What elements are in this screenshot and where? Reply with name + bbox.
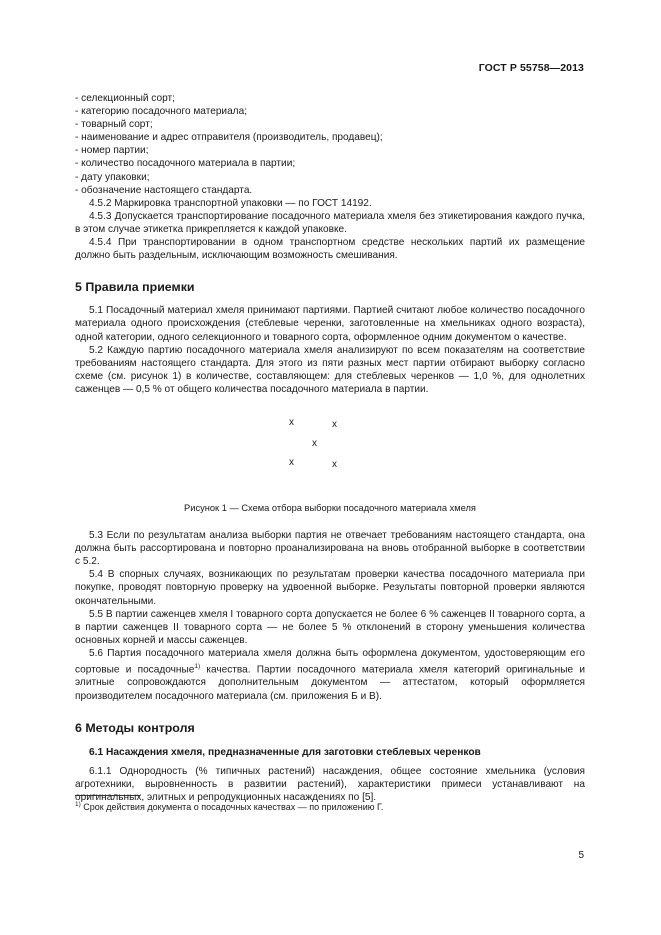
list-item: - товарный сорт; (75, 119, 153, 131)
clause-5-5: 5.5 В партии саженцев хмеля I товарного сорта допускается не более 6 % саженцев II товарного сорта, а в партии саженцев II товарного сорта — не более 5 % отклонений в сторону уменьшения количества основных корней и массы саженцев. (75, 608, 585, 646)
clause-5-3: 5.3 Если по результатам анализа выборки партия не отвечает требованиям настоящего стандарта, она должна быть рассортирована и повторно проанализирована на вновь отобранной выборке в соответствии с 5.2. (75, 530, 585, 568)
clause-5-6 (75, 647, 585, 703)
section-5-title: 5 Правила приемки (75, 280, 195, 295)
clause-5-4: 5.4 В спорных случаях, возникающих по результатам проверки качества посадочного материала при покупке, проводят повторную проверку на удвоенной выборке. Результаты повторной проверки являются окончательными. (75, 569, 585, 607)
list-item: - категорию посадочного материала; (75, 106, 247, 118)
sample-point-mark: x (289, 456, 294, 468)
clause-5-1: 5.1 Посадочный материал хмеля принимают партиями. Партией считают любое количество посадочного материала одного происхождения (стеблевые черенки, заготовленные на хмельниках одного возраста), одной категории, одного селекционного и товарного сорта, оформленное одним документом о качестве. (75, 305, 585, 343)
footnote-ref: 1) (194, 663, 201, 670)
list-item: - обозначение настоящего стандарта. (75, 184, 253, 196)
clause-4-5-2: 4.5.2 Маркировка транспортной упаковки — по ГОСТ 14192. (89, 197, 372, 209)
page-content (75, 92, 585, 804)
clause-5-2: 5.2 Каждую партию посадочного материала хмеля анализируют по всем показателям на соответствие требованиям настоящего стандарта. Для этого из пяти разных мест партии отбирают выборку согласно схеме (см. рисунок 1) в количестве, составляющем: для стеблевых черенков — 1,0 %, для однолетних саженцев — 0,5 % от общего количества посадочного материала в партии. (75, 344, 585, 395)
footnote-text: Срок действия документа о посадочных качествах — по приложению Г. (80, 802, 384, 812)
list-item: - дату упаковки; (75, 171, 150, 183)
list-item: - номер партии; (75, 145, 149, 157)
sampling-scheme-figure (75, 416, 585, 486)
footnote (75, 801, 383, 812)
list-item: - количество посадочного материала в партии; (75, 158, 296, 170)
footnote-mark: 1) (75, 801, 81, 808)
clause-4-5-4: 4.5.4 При транспортировании в одном транспортном средстве нескольких партий их размещение должно быть раздельным, исключающим возможность смешивания. (75, 237, 585, 262)
sample-point-mark: x (289, 416, 294, 428)
footnote-divider (75, 795, 140, 796)
page-number: 5 (578, 850, 584, 861)
sample-point-mark: x (332, 458, 337, 470)
list-item: - селекционный сорт; (75, 93, 175, 104)
section-6-title: 6 Методы контроля (75, 720, 195, 735)
standard-header: ГОСТ Р 55758—2013 (478, 62, 584, 74)
list-item: - наименование и адрес отправителя (производитель, продавец); (75, 132, 383, 144)
subsection-6-1-title: 6.1 Насаждения хмеля, предназначенные для заготовки стеблевых черенков (89, 746, 481, 758)
clause-4-5-3: 4.5.3 Допускается транспортирование посадочного материала хмеля без этикетирования каждого пучка, в этом случае этикетка прикрепляется к каждой упаковке. (75, 210, 585, 235)
clause-6-1-1: 6.1.1 Однородность (% типичных растений) насаждения, общее состояние хмельника (условия агротехники, выровненность в развитии растений), характеристики примеси устанавливают на оригинальных, элитных и репродукционных насаждениях по [5]. (75, 765, 585, 804)
figure-caption: Рисунок 1 — Схема отбора выборки посадочного материала хмеля (184, 502, 476, 513)
marking-list (75, 92, 585, 197)
sample-point-mark: x (312, 437, 317, 449)
sample-point-mark: x (332, 418, 337, 430)
clause-5-6-part-b: качества. Партии посадочного материала хмеля категорий оригинальные и элитные сопровождаются дополнительным документом — аттестатом, который оформляется производителем посадочного материала (см. приложения Б и В). (75, 664, 585, 702)
clause-5-6-part-a: 5.6 Партия посадочного материала хмеля должна быть оформлена документом, удостоверяющим его сортовые и посадочные (75, 647, 585, 676)
